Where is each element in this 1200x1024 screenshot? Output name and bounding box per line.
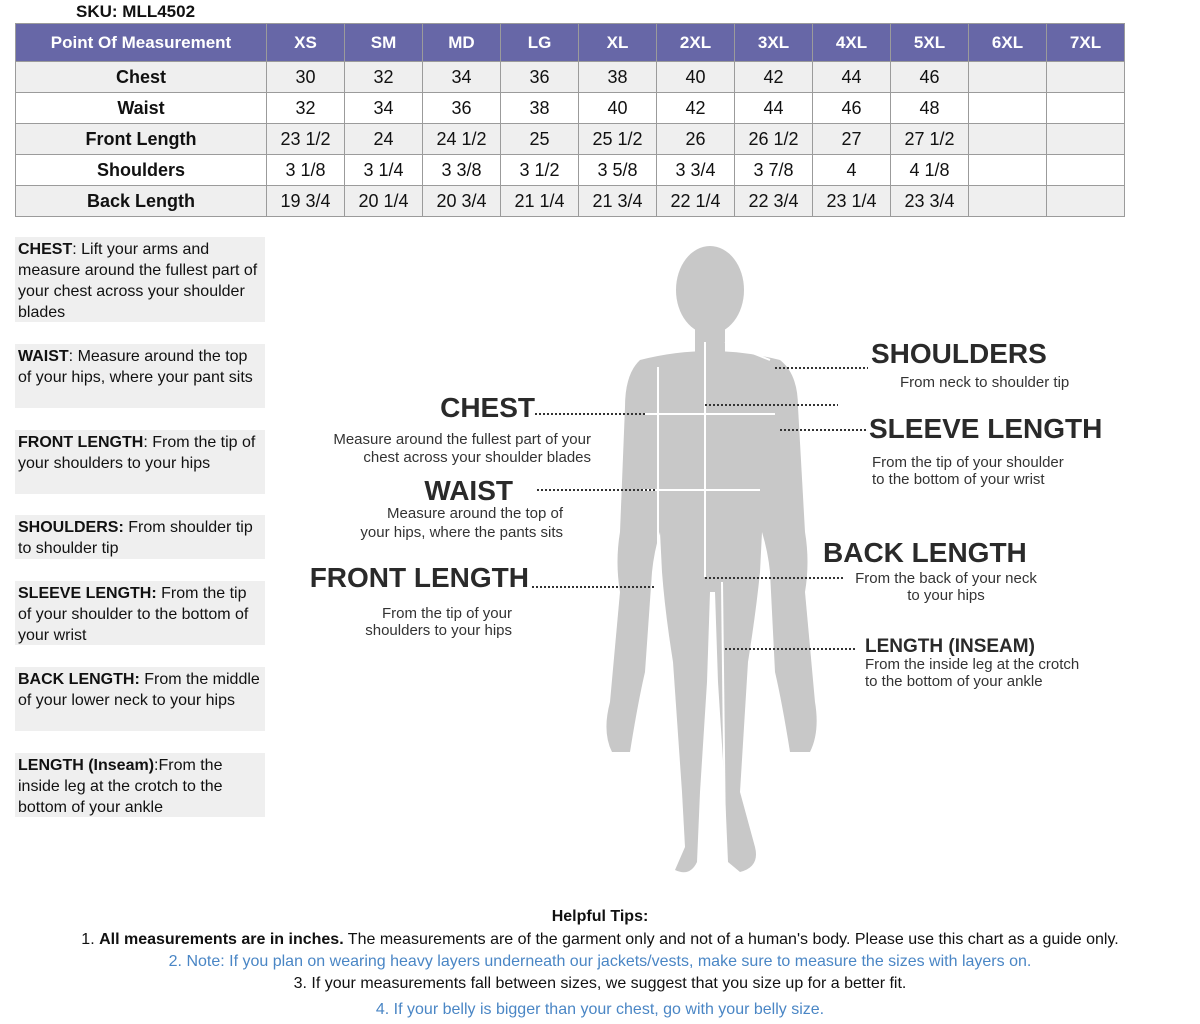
waist-title: WAIST xyxy=(424,475,513,506)
header-size: XL xyxy=(579,24,657,62)
header-size: 4XL xyxy=(813,24,891,62)
desc-shoulders: SHOULDERS: From shoulder tip to shoulder tip xyxy=(15,515,265,559)
waist-line2: your hips, where the pants sits xyxy=(360,524,563,541)
table-row xyxy=(16,155,1125,186)
table-cell: 23 1/2 xyxy=(267,124,345,155)
table-cell: 3 1/8 xyxy=(267,155,345,186)
tip-3: 3. If your measurements fall between sizes, we suggest that you size up for a better fit. xyxy=(293,975,907,992)
table-cell: 36 xyxy=(423,93,501,124)
table-cell: 32 xyxy=(345,62,423,93)
table-cell: 27 1/2 xyxy=(891,124,969,155)
header-point-of-measurement: Point Of Measurement xyxy=(16,24,267,62)
table-row xyxy=(16,186,1125,217)
sleeve-length-title: SLEEVE LENGTH xyxy=(869,413,1103,444)
table-cell: 38 xyxy=(579,62,657,93)
shoulders-line1: From neck to shoulder tip xyxy=(900,374,1070,391)
row-label: Back Length xyxy=(16,186,267,217)
table-cell xyxy=(1047,93,1125,124)
table-cell: 42 xyxy=(735,62,813,93)
desc-sleeve-length: SLEEVE LENGTH: From the tip of your shoulder to the bottom of your wrist xyxy=(15,581,265,645)
table-cell: 25 1/2 xyxy=(579,124,657,155)
tips-title: Helpful Tips: xyxy=(551,908,649,925)
chest-title: CHEST xyxy=(440,392,535,423)
front-length-line1: From the tip of your xyxy=(381,605,512,622)
desc-chest: CHEST: Lift your arms and measure around the fullest part of your chest across your shoulder blades xyxy=(15,237,265,322)
row-label: Chest xyxy=(16,62,267,93)
table-cell: 34 xyxy=(423,62,501,93)
table-cell: 44 xyxy=(735,93,813,124)
row-label: Shoulders xyxy=(16,155,267,186)
table-cell: 19 3/4 xyxy=(267,186,345,217)
front-length-title: FRONT LENGTH xyxy=(309,562,529,593)
table-cell xyxy=(969,62,1047,93)
table-cell: 23 3/4 xyxy=(891,186,969,217)
table-cell: 32 xyxy=(267,93,345,124)
table-cell xyxy=(969,186,1047,217)
table-cell xyxy=(1047,186,1125,217)
table-cell: 42 xyxy=(657,93,735,124)
table-cell: 3 5/8 xyxy=(579,155,657,186)
table-cell: 3 1/4 xyxy=(345,155,423,186)
table-cell: 26 xyxy=(657,124,735,155)
shoulders-title: SHOULDERS xyxy=(871,338,1047,369)
tip-1: 1. All measurements are in inches. The measurements are of the garment only and not of a human's body. Please use this chart as a guide only. xyxy=(81,931,1119,948)
header-size: 7XL xyxy=(1047,24,1125,62)
inseam-title: LENGTH (INSEAM) xyxy=(865,636,1035,657)
desc-front-length: FRONT LENGTH: From the tip of your shoulders to your hips xyxy=(15,430,265,494)
table-cell xyxy=(969,124,1047,155)
table-cell: 46 xyxy=(813,93,891,124)
back-length-line2: to your hips xyxy=(907,587,985,604)
desc-back-length: BACK LENGTH: From the middle of your lower neck to your hips xyxy=(15,667,265,731)
front-length-line2: shoulders to your hips xyxy=(365,622,512,639)
table-cell: 23 1/4 xyxy=(813,186,891,217)
table-cell xyxy=(1047,62,1125,93)
table-cell xyxy=(969,93,1047,124)
desc-inseam: LENGTH (Inseam):From the inside leg at the crotch to the bottom of your ankle xyxy=(15,753,265,817)
header-size: XS xyxy=(267,24,345,62)
table-cell: 27 xyxy=(813,124,891,155)
header-size: 2XL xyxy=(657,24,735,62)
table-cell: 22 3/4 xyxy=(735,186,813,217)
table-cell: 38 xyxy=(501,93,579,124)
table-cell: 3 3/4 xyxy=(657,155,735,186)
table-cell: 46 xyxy=(891,62,969,93)
table-cell: 21 1/4 xyxy=(501,186,579,217)
table-cell: 22 1/4 xyxy=(657,186,735,217)
sku-label: SKU: MLL4502 xyxy=(76,2,196,21)
chest-line2: chest across your shoulder blades xyxy=(363,449,591,466)
table-cell: 3 7/8 xyxy=(735,155,813,186)
header-size: MD xyxy=(423,24,501,62)
tip-4: 4. If your belly is bigger than your chest, go with your belly size. xyxy=(375,1001,825,1018)
row-label: Front Length xyxy=(16,124,267,155)
header-size: 3XL xyxy=(735,24,813,62)
table-cell: 40 xyxy=(657,62,735,93)
table-cell xyxy=(1047,155,1125,186)
table-cell: 36 xyxy=(501,62,579,93)
table-cell: 25 xyxy=(501,124,579,155)
table-row xyxy=(16,62,1125,93)
body-measurement-diagram xyxy=(270,232,1190,892)
inseam-line2: to the bottom of your ankle xyxy=(865,673,1043,690)
table-cell: 48 xyxy=(891,93,969,124)
table-cell: 24 xyxy=(345,124,423,155)
size-chart-table xyxy=(15,23,1125,217)
chest-line1: Measure around the fullest part of your xyxy=(333,431,591,448)
header-size: SM xyxy=(345,24,423,62)
header-size: 5XL xyxy=(891,24,969,62)
table-cell: 44 xyxy=(813,62,891,93)
table-row xyxy=(16,124,1125,155)
table-row xyxy=(16,93,1125,124)
table-cell: 24 1/2 xyxy=(423,124,501,155)
row-label: Waist xyxy=(16,93,267,124)
table-cell: 30 xyxy=(267,62,345,93)
table-cell xyxy=(969,155,1047,186)
table-cell: 20 1/4 xyxy=(345,186,423,217)
table-cell: 3 1/2 xyxy=(501,155,579,186)
table-cell: 4 1/8 xyxy=(891,155,969,186)
table-cell: 34 xyxy=(345,93,423,124)
table-cell: 4 xyxy=(813,155,891,186)
header-size: LG xyxy=(501,24,579,62)
table-cell: 20 3/4 xyxy=(423,186,501,217)
table-cell: 21 3/4 xyxy=(579,186,657,217)
table-cell: 3 3/8 xyxy=(423,155,501,186)
table-cell: 26 1/2 xyxy=(735,124,813,155)
human-silhouette xyxy=(606,246,816,872)
header-size: 6XL xyxy=(969,24,1047,62)
back-length-title: BACK LENGTH xyxy=(823,537,1027,568)
table-cell: 40 xyxy=(579,93,657,124)
desc-waist: WAIST: Measure around the top of your hips, where your pant sits xyxy=(15,344,265,408)
sleeve-length-line1: From the tip of your shoulder xyxy=(872,454,1064,471)
sleeve-length-line2: to the bottom of your wrist xyxy=(872,471,1045,488)
table-header-row xyxy=(16,24,1125,62)
inseam-line1: From the inside leg at the crotch xyxy=(865,656,1080,673)
back-length-line1: From the back of your neck xyxy=(855,570,1037,587)
tip-2: 2. Note: If you plan on wearing heavy layers underneath our jackets/vests, make sure to measure the sizes with layers on. xyxy=(168,953,1032,970)
table-cell xyxy=(1047,124,1125,155)
waist-line1: Measure around the top of xyxy=(387,505,563,522)
